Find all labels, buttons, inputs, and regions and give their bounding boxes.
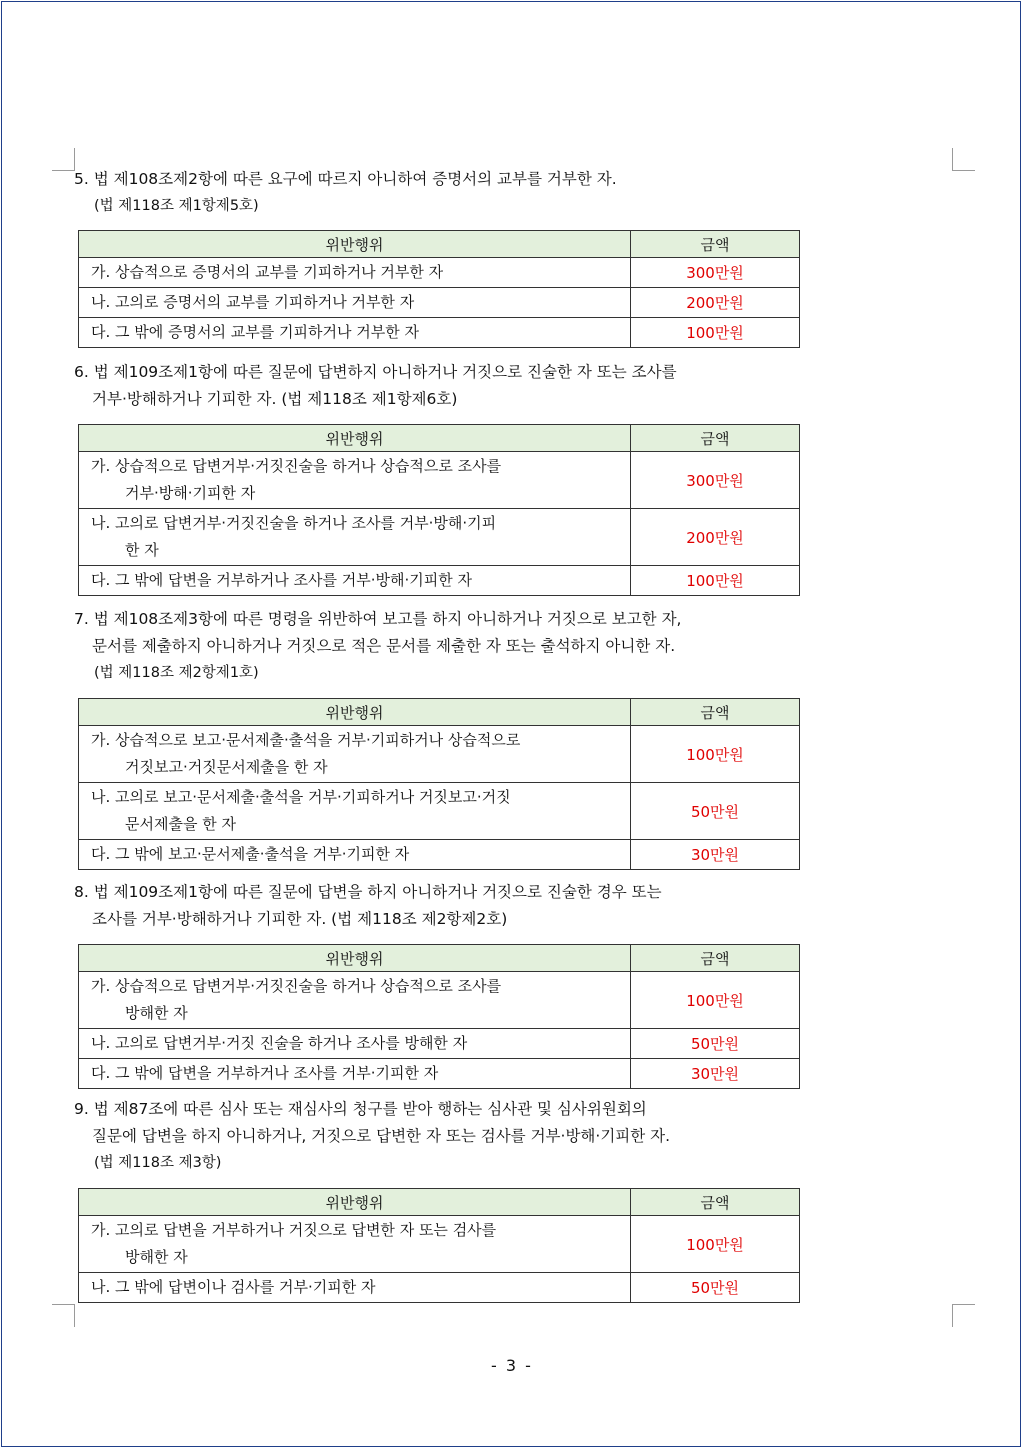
amount-cell: 50만원 (631, 1273, 800, 1303)
amount-cell: 50만원 (631, 1029, 800, 1059)
section-heading (74, 166, 814, 220)
violation-text: 거짓보고·거짓문서제출을 한 자 (125, 758, 328, 776)
crop-mark-bottom-left (52, 1304, 75, 1327)
violation-cell (79, 509, 631, 566)
heading-line: 조사를 거부·방해하거나 기피한 자. (법 제118조 제2항제2호) (92, 910, 508, 928)
violation-text: 문서제출을 한 자 (125, 815, 236, 833)
crop-mark-top-left (52, 148, 75, 171)
violation-cell (79, 452, 631, 509)
heading-line: 7. 법 제108조제3항에 따른 명령을 위반하여 보고를 하지 아니하거나 거짓으로 보고한 자, (74, 610, 682, 628)
section-heading (74, 359, 814, 413)
heading-line: 8. 법 제109조제1항에 따른 질문에 답변을 하지 아니하거나 거짓으로 진술한 경우 또는 (74, 883, 662, 901)
violation-cell: 다. 그 밖에 답변을 거부하거나 조사를 거부·방해·기피한 자 (79, 566, 631, 596)
section-6 (74, 359, 814, 413)
violation-cell (79, 1216, 631, 1273)
page-number: - 3 - (491, 1356, 533, 1375)
violation-cell (79, 972, 631, 1029)
table-row (79, 840, 800, 870)
amount-cell: 200만원 (631, 509, 800, 566)
header-violation: 위반행위 (79, 231, 631, 258)
section-heading (74, 606, 814, 687)
amount-cell: 100만원 (631, 318, 800, 348)
table-row (79, 1216, 800, 1273)
violation-cell: 다. 그 밖에 증명서의 교부를 기피하거나 거부한 자 (79, 318, 631, 348)
violation-text: 가. 상습적으로 답변거부·거짓진술을 하거나 상습적으로 조사를 (91, 977, 502, 995)
table-row (79, 1273, 800, 1303)
violation-text: 가. 상습적으로 보고·문서제출·출석을 거부·기피하거나 상습적으로 (91, 731, 521, 749)
crop-mark-bottom-right (952, 1304, 975, 1327)
amount-cell: 50만원 (631, 783, 800, 840)
section-8 (74, 879, 814, 933)
section-5 (74, 166, 814, 220)
heading-line: 9. 법 제87조에 따른 심사 또는 재심사의 청구를 받아 행하는 심사관 및 심사위원회의 (74, 1100, 647, 1118)
table-row (79, 509, 800, 566)
table-row (79, 566, 800, 596)
header-violation: 위반행위 (79, 425, 631, 452)
header-amount: 금액 (631, 945, 800, 972)
amount-cell: 30만원 (631, 840, 800, 870)
header-amount: 금액 (631, 231, 800, 258)
table-row (79, 1029, 800, 1059)
header-amount: 금액 (631, 699, 800, 726)
violation-cell: 다. 그 밖에 보고·문서제출·출석을 거부·기피한 자 (79, 840, 631, 870)
violation-cell (79, 783, 631, 840)
amount-cell: 30만원 (631, 1059, 800, 1089)
violation-cell: 나. 그 밖에 답변이나 검사를 거부·기피한 자 (79, 1273, 631, 1303)
header-violation: 위반행위 (79, 699, 631, 726)
law-reference: (법 제118조 제1항제5호) (94, 198, 259, 214)
violation-cell: 나. 고의로 답변거부·거짓 진술을 하거나 조사를 방해한 자 (79, 1029, 631, 1059)
section-heading (74, 1096, 814, 1177)
table-row (79, 288, 800, 318)
section-7 (74, 606, 814, 687)
violation-text: 나. 고의로 보고·문서제출·출석을 거부·기피하거나 거짓보고·거짓 (91, 788, 511, 806)
table-row (79, 783, 800, 840)
fine-table-8 (78, 944, 800, 1089)
violation-cell: 가. 상습적으로 증명서의 교부를 기피하거나 거부한 자 (79, 258, 631, 288)
violation-text: 거부·방해·기피한 자 (125, 484, 256, 502)
heading-line: 문서를 제출하지 아니하거나 거짓으로 적은 문서를 제출한 자 또는 출석하지 아니한 자. (92, 637, 676, 655)
violation-cell: 다. 그 밖에 답변을 거부하거나 조사를 거부·기피한 자 (79, 1059, 631, 1089)
table-row (79, 318, 800, 348)
amount-cell: 200만원 (631, 288, 800, 318)
table-row (79, 726, 800, 783)
crop-mark-top-right (952, 148, 975, 171)
table-row (79, 258, 800, 288)
violation-cell: 나. 고의로 증명서의 교부를 기피하거나 거부한 자 (79, 288, 631, 318)
header-amount: 금액 (631, 1189, 800, 1216)
table-row (79, 452, 800, 509)
heading-line: 6. 법 제109조제1항에 따른 질문에 답변하지 아니하거나 거짓으로 진술한 자 또는 조사를 (74, 363, 677, 381)
heading-line: 질문에 답변을 하지 아니하거나, 거짓으로 답변한 자 또는 검사를 거부·방해·기피한 자. (92, 1127, 671, 1145)
violation-text: 나. 고의로 답변거부·거짓진술을 하거나 조사를 거부·방해·기피 (91, 514, 497, 532)
heading-line: 5. 법 제108조제2항에 따른 요구에 따르지 아니하여 증명서의 교부를 거부한 자. (74, 170, 617, 188)
header-amount: 금액 (631, 425, 800, 452)
violation-text: 가. 고의로 답변을 거부하거나 거짓으로 답변한 자 또는 검사를 (91, 1221, 497, 1239)
amount-cell: 100만원 (631, 972, 800, 1029)
law-reference: (법 제118조 제3항) (94, 1155, 222, 1171)
law-reference: (법 제118조 제2항제1호) (94, 665, 259, 681)
fine-table-6 (78, 424, 800, 596)
table-row (79, 972, 800, 1029)
header-violation: 위반행위 (79, 1189, 631, 1216)
fine-table-7 (78, 698, 800, 870)
amount-cell: 300만원 (631, 452, 800, 509)
amount-cell: 300만원 (631, 258, 800, 288)
violation-text: 방해한 자 (125, 1004, 188, 1022)
fine-table-5 (78, 230, 800, 348)
violation-text: 가. 상습적으로 답변거부·거짓진술을 하거나 상습적으로 조사를 (91, 457, 502, 475)
section-9 (74, 1096, 814, 1177)
heading-line: 거부·방해하거나 기피한 자. (법 제118조 제1항제6호) (92, 390, 458, 408)
amount-cell: 100만원 (631, 726, 800, 783)
violation-text: 방해한 자 (125, 1248, 188, 1266)
header-violation: 위반행위 (79, 945, 631, 972)
violation-text: 한 자 (125, 541, 159, 559)
violation-cell (79, 726, 631, 783)
amount-cell: 100만원 (631, 1216, 800, 1273)
section-heading (74, 879, 814, 933)
fine-table-9 (78, 1188, 800, 1303)
amount-cell: 100만원 (631, 566, 800, 596)
table-row (79, 1059, 800, 1089)
